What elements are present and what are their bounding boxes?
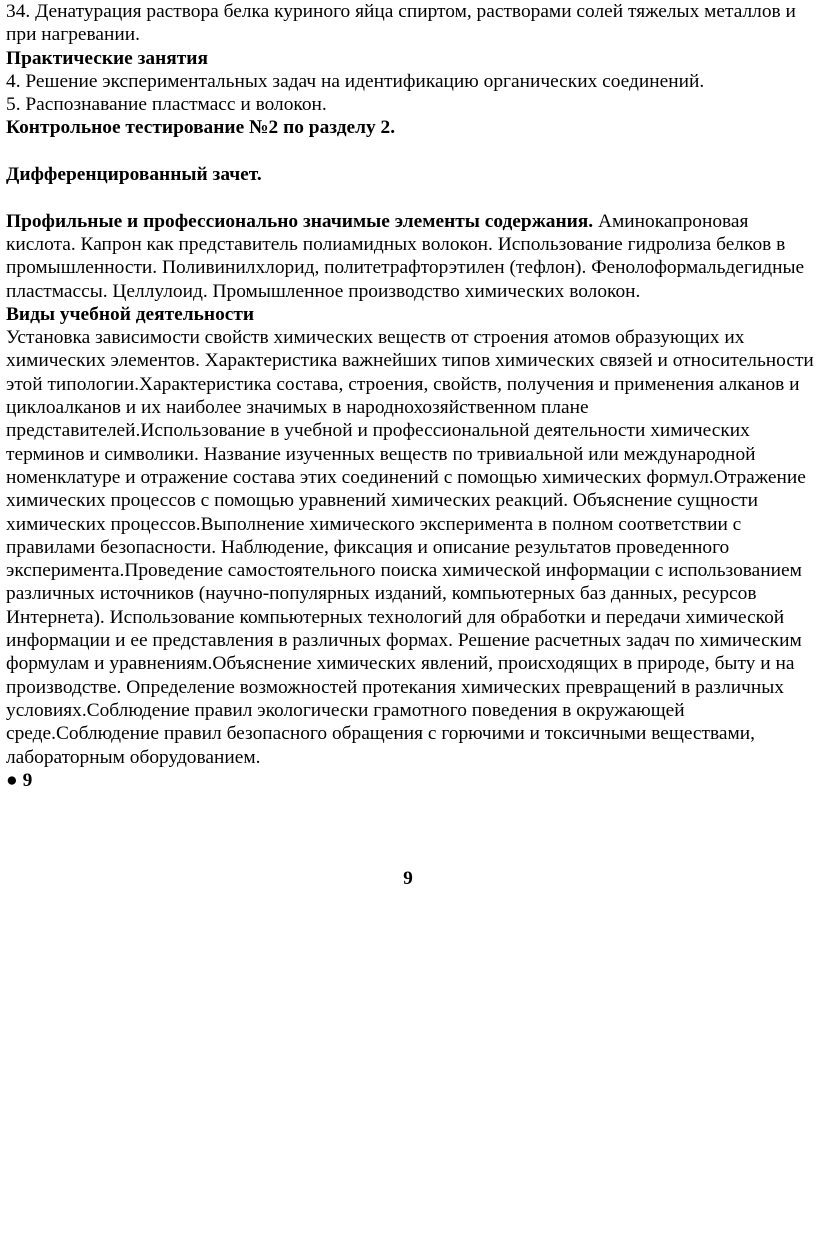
item-34-paragraph: 34. Денатурация раствора белка куриного яйца спиртом, растворами солей тяжелых металлов и при нагревании.	[6, 1, 796, 46]
profile-heading: Профильные и профессионально значимые элементы содержания.	[6, 210, 594, 232]
control-test-heading: Контрольное тестирование №2 по разделу 2.	[6, 117, 396, 139]
activities-heading: Виды учебной деятельности	[6, 303, 255, 325]
credit-heading: Дифференцированный зачет.	[6, 164, 262, 186]
profile-text: Аминокапроновая кислота. Капрон как представитель полиамидных волокон. Использование гидролиза белков в промышленности. Поливинилхлорид, политетрафторэтилен (тефлон). Фенолоформальдегидные пластмассы. Целлулоид. Промышленное производство химических волокон.	[6, 210, 805, 302]
profile-paragraph	[6, 210, 814, 303]
bullet-line	[6, 769, 814, 792]
page-number: 9	[403, 868, 413, 889]
activities-paragraph: Установка зависимости свойств химических веществ от строения атомов образующих их химических элементов. Характеристика важнейших типов химических связей и относительности этой типологии.Характеристика состава, строения, свойств, получения и применения алканов и циклоалканов и их наиболее значимых в народнохозяйственном плане представителей.Использование в учебной и профессиональной деятельности химических терминов и символики. Название изученных веществ по тривиальной или международной номенклатуре и отражение состава этих соединений с помощью химических формул.Отражение химических процессов с помощью уравнений химических реакций. Объяснение сущности химических процессов.Выполнение химического эксперимента в полном соответствии с правилами безопасности. Наблюдение, фиксация и описание результатов проведенного эксперимента.Проведение самостоятельного поиска химической информации с использованием различных источников (научно-популярных изданий, компьютерных баз данных, ресурсов Интернета). Использование компьютерных технологий для обработки и передачи химической информации и ее представления в различных формах. Решение расчетных задач по химическим формулам и уравнениям.Объяснение химических явлений, происходящих в природе, быту и на производстве. Определение возможностей протекания химических превращений в различных условиях.Соблюдение правил экологически грамотного поведения в окружающей среде.Соблюдение правил безопасного обращения с горючими и токсичными веществами, лабораторным оборудованием.	[6, 327, 814, 768]
document-body	[6, 0, 814, 792]
blank-line	[6, 186, 814, 209]
item-5-paragraph: 5. Распознавание пластмасс и волокон.	[6, 94, 327, 116]
item-4-paragraph: 4. Решение экспериментальных задач на идентификацию органических соединений.	[6, 70, 705, 92]
bullet-text: 9	[17, 769, 33, 791]
blank-line	[6, 140, 814, 163]
practical-heading: Практические занятия	[6, 47, 208, 69]
bullet-icon: ●	[6, 769, 18, 791]
